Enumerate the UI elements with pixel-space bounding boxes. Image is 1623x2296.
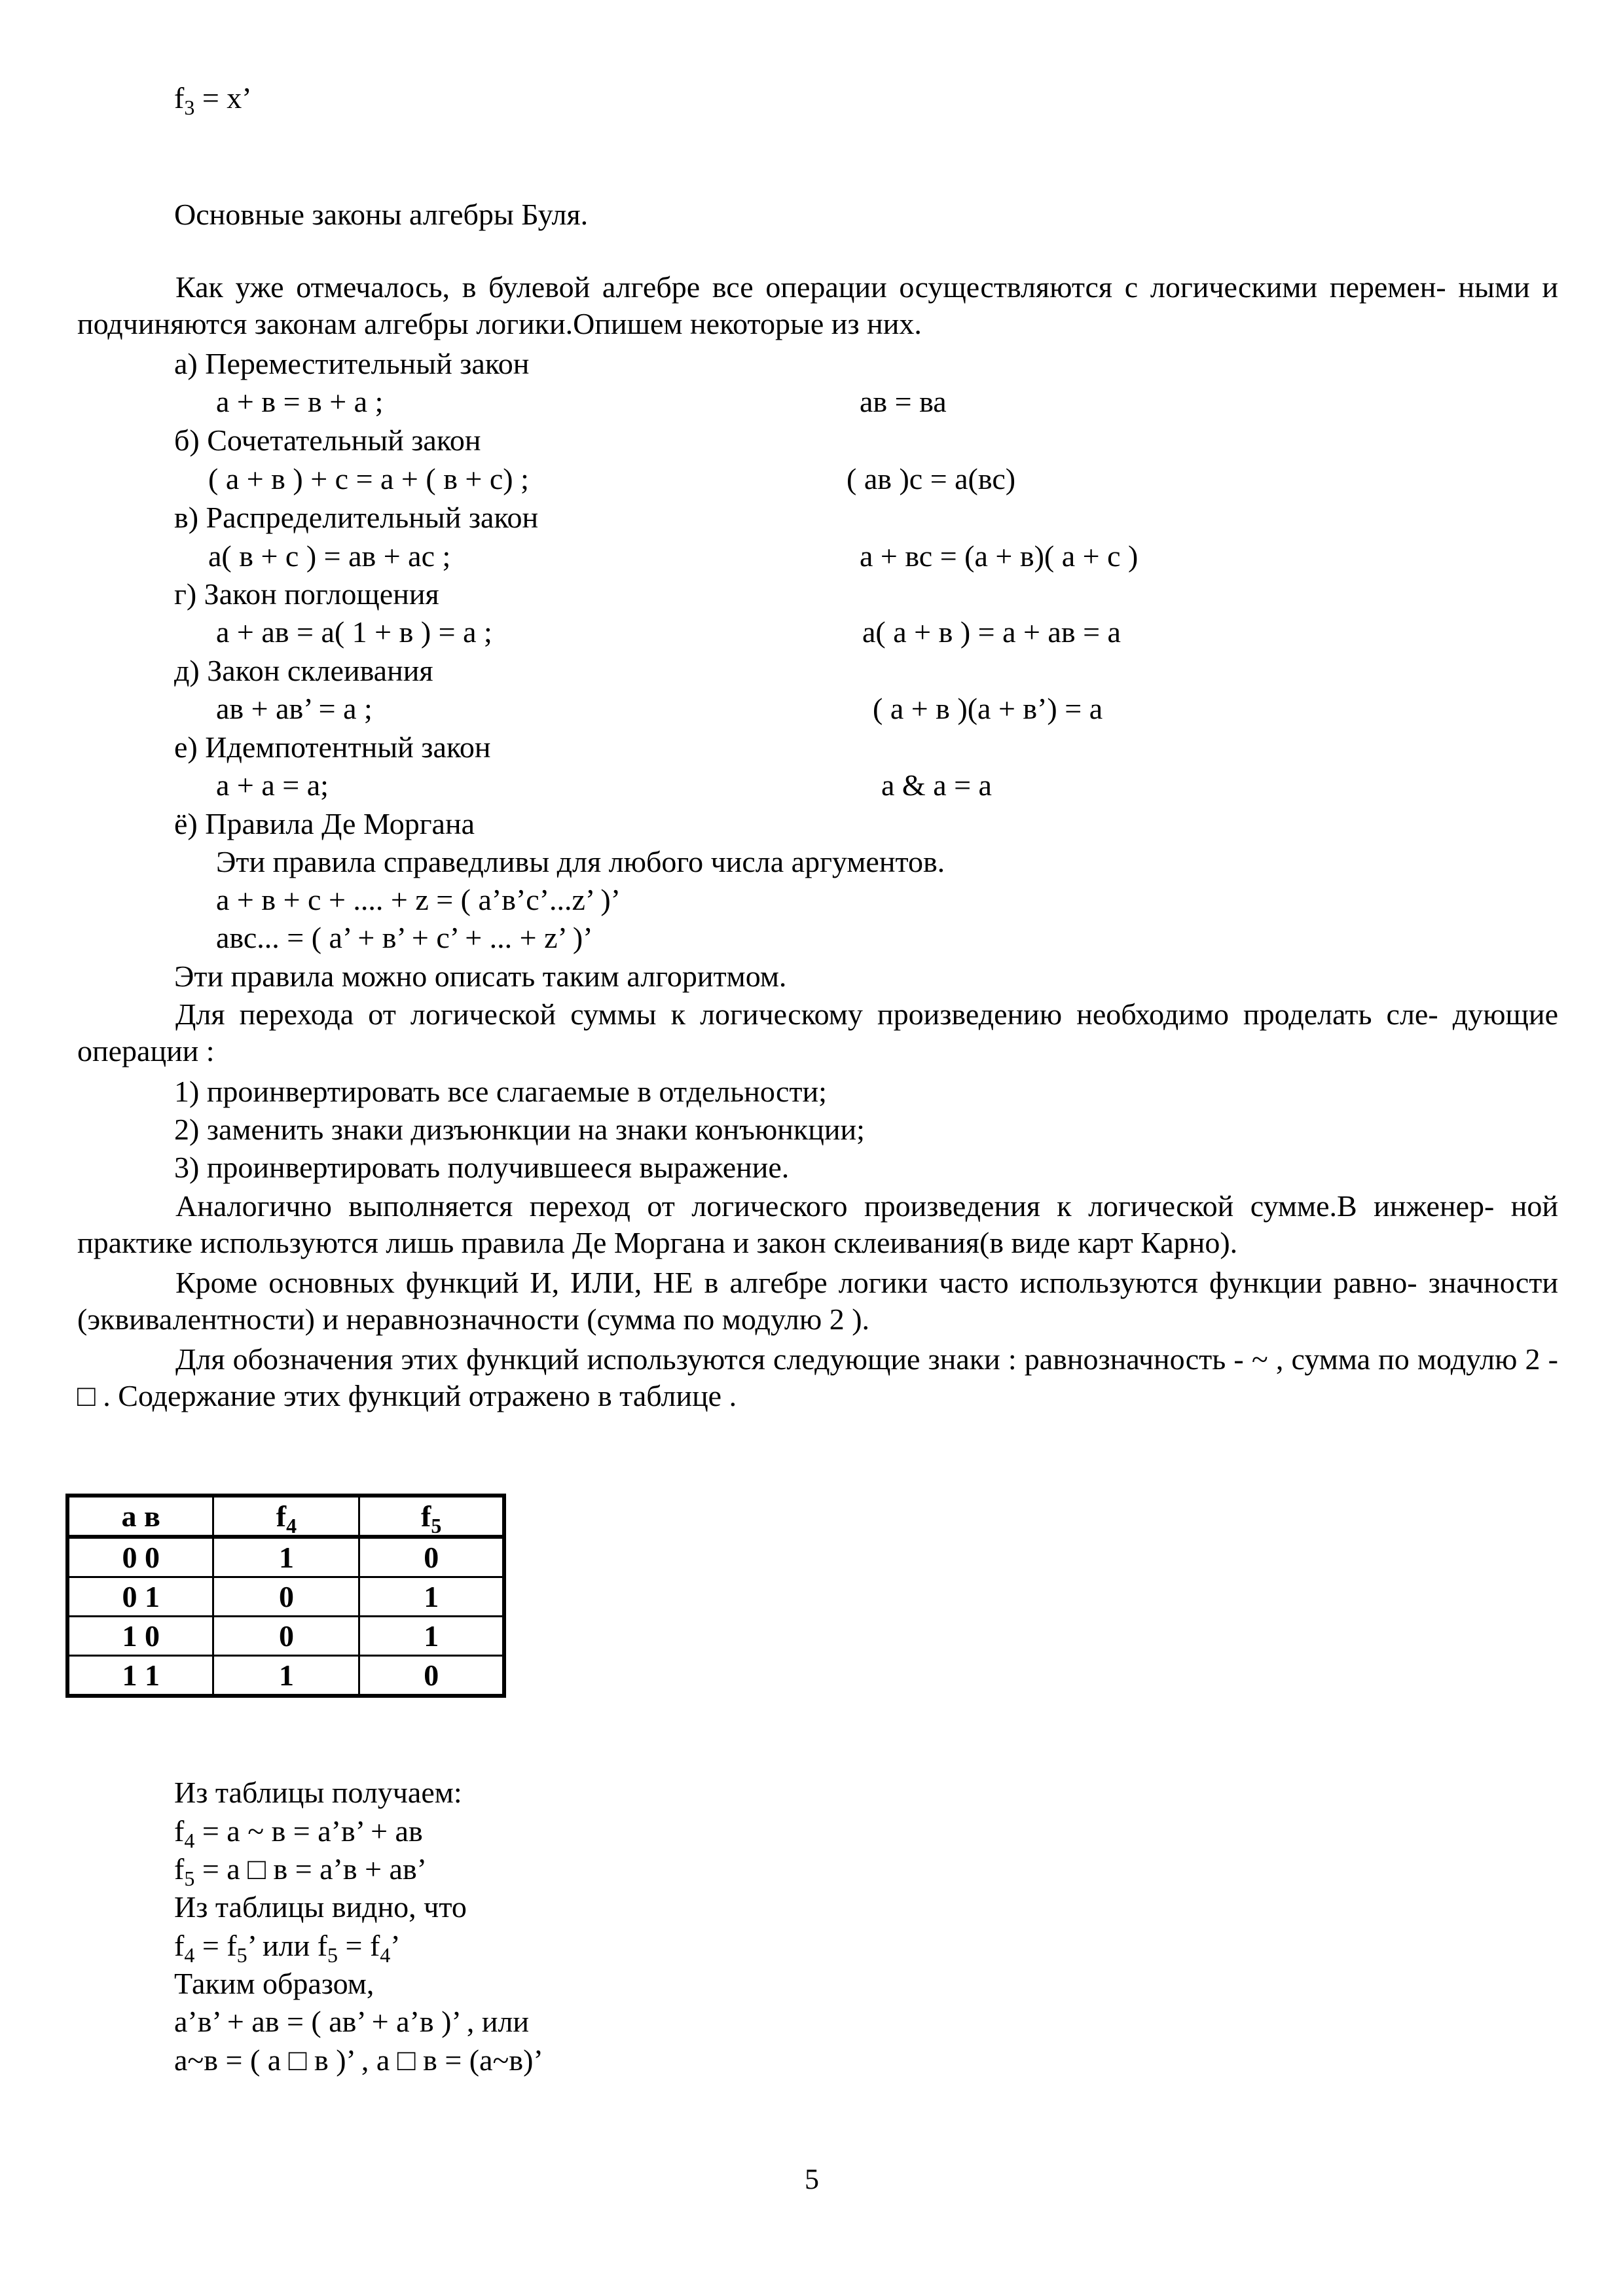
demorgan-formula-2: авс... = ( а’ + в’ + с’ + ... + z’ )’ xyxy=(216,921,593,954)
cell-ab: 1 1 xyxy=(67,1656,213,1696)
law-formula-right: ( ав )с = а(вс) xyxy=(847,462,1016,495)
formula-f4: $f_4 = а$ ~ в = а’в’ + ав xyxy=(174,1814,423,1852)
step-1: 1) проинвертировать все слагаемые в отдельности; xyxy=(174,1075,827,1108)
law-formula-right: а + вс = (а + в)( а + с ) xyxy=(860,539,1139,573)
cell-f4: 1 xyxy=(213,1537,359,1577)
law-title-commutative: а) Переместительный закон xyxy=(174,347,530,380)
section-heading: Основные законы алгебры Буля. xyxy=(174,198,589,231)
cell-f4: 0 xyxy=(213,1617,359,1656)
law-title-associative: б) Сочетательный закон xyxy=(174,423,481,457)
table-row xyxy=(67,1537,504,1577)
formula-f3: $f_3 = x$’ xyxy=(174,81,252,119)
demorgan-note: Эти правила справедливы для любого числа аргументов. xyxy=(216,845,945,878)
law-formula-left: ав + ав’ = а ; xyxy=(216,692,373,725)
cell-ab: 1 0 xyxy=(67,1617,213,1656)
step-2: 2) заменить знаки дизъюнкции на знаки конъюнкции; xyxy=(174,1113,865,1146)
cell-ab: 0 1 xyxy=(67,1577,213,1617)
table-row xyxy=(67,1577,504,1617)
algorithm-line: Эти правила можно описать таким алгоритмом. xyxy=(174,960,787,993)
analog-paragraph: Аналогично выполняется переход от логического произведения к логической сумме.В инженер- ной практике используются лишь правила Де Моргана и закон склеивания(в виде карт Карно). xyxy=(77,1189,1558,1259)
notation-paragraph: Для обозначения этих функций используются следующие знаки : равнозначность - ~ , сумма по модулю 2 - □ . Содержание этих функций отражено в таблице . xyxy=(77,1342,1558,1412)
cell-f5: 1 xyxy=(359,1617,504,1656)
page-number: 5 xyxy=(805,2163,819,2195)
transition-paragraph: Для перехода от логической суммы к логическому произведению необходимо проделать сле- дующие операции : xyxy=(77,997,1558,1067)
step-3: 3) проинвертировать получившееся выражение. xyxy=(174,1151,790,1184)
seen-line: Из таблицы видно, что xyxy=(174,1890,467,1924)
formula-f5: $f_5 = а$ □ в = а’в + ав’ xyxy=(174,1852,427,1890)
f4-f5-relation: $f_4 = f_5$’ или $f_5 = f_4$’ xyxy=(174,1929,401,1967)
table-row xyxy=(67,1656,504,1696)
conclusion-formula-2: а~в = ( а □ в )’ , а □ в = (а~в)’ xyxy=(174,2043,543,2077)
demorgan-formula-1: а + в + с + .... + z = ( а’в’с’...z’ )’ xyxy=(216,883,621,916)
law-formula-left: а + а = а; xyxy=(216,768,329,802)
conclusion-formula-1: а’в’ + ав = ( ав’ + а’в )’ , или xyxy=(174,2005,530,2038)
law-formula-right: а & а = а xyxy=(881,768,992,802)
header-f5: $f_5$ xyxy=(359,1496,504,1537)
law-formula-left: а( в + с ) = ав + ас ; xyxy=(208,539,451,573)
header-f4: $f_4$ xyxy=(213,1496,359,1537)
law-formula-right: ав = ва xyxy=(860,385,947,418)
from-table-line: Из таблицы получаем: xyxy=(174,1776,462,1809)
cell-f5: 0 xyxy=(359,1537,504,1577)
law-formula-right: а( а + в ) = а + ав = а xyxy=(862,615,1121,649)
truth-table xyxy=(65,1494,506,1698)
cell-f5: 0 xyxy=(359,1656,504,1696)
thus-line: Таким образом, xyxy=(174,1967,374,2000)
law-title-idempotent: е) Идемпотентный закон xyxy=(174,730,491,764)
cell-f5: 1 xyxy=(359,1577,504,1617)
law-title-gluing: д) Закон склеивания xyxy=(174,654,433,687)
intro-paragraph: Как уже отмечалось, в булевой алгебре все операции осуществляются с логическими перемен- ными и подчиняются законам алгебры логики.Опишем некоторые из них. xyxy=(77,270,1558,340)
cell-f4: 1 xyxy=(213,1656,359,1696)
besides-paragraph: Кроме основных функций И, ИЛИ, НЕ в алгебре логики часто используются функции равно- значности (эквивалентности) и неравнозначности (сумма по модулю 2 ). xyxy=(77,1266,1558,1336)
law-title-demorgan: ё) Правила Де Моргана xyxy=(174,807,475,840)
law-formula-right: ( а + в )(а + в’) = а xyxy=(873,692,1103,725)
cell-f4: 0 xyxy=(213,1577,359,1617)
law-formula-left: ( а + в ) + с = а + ( в + с) ; xyxy=(208,462,529,495)
table-row xyxy=(67,1617,504,1656)
header-ab: а в xyxy=(67,1496,213,1537)
law-title-distributive: в) Распределительный закон xyxy=(174,501,539,534)
law-formula-left: а + в = в + а ; xyxy=(216,385,384,418)
law-formula-left: а + ав = а( 1 + в ) = а ; xyxy=(216,615,492,649)
table-header-row xyxy=(67,1496,504,1537)
law-title-absorption: г) Закон поглощения xyxy=(174,577,439,611)
cell-ab: 0 0 xyxy=(67,1537,213,1577)
